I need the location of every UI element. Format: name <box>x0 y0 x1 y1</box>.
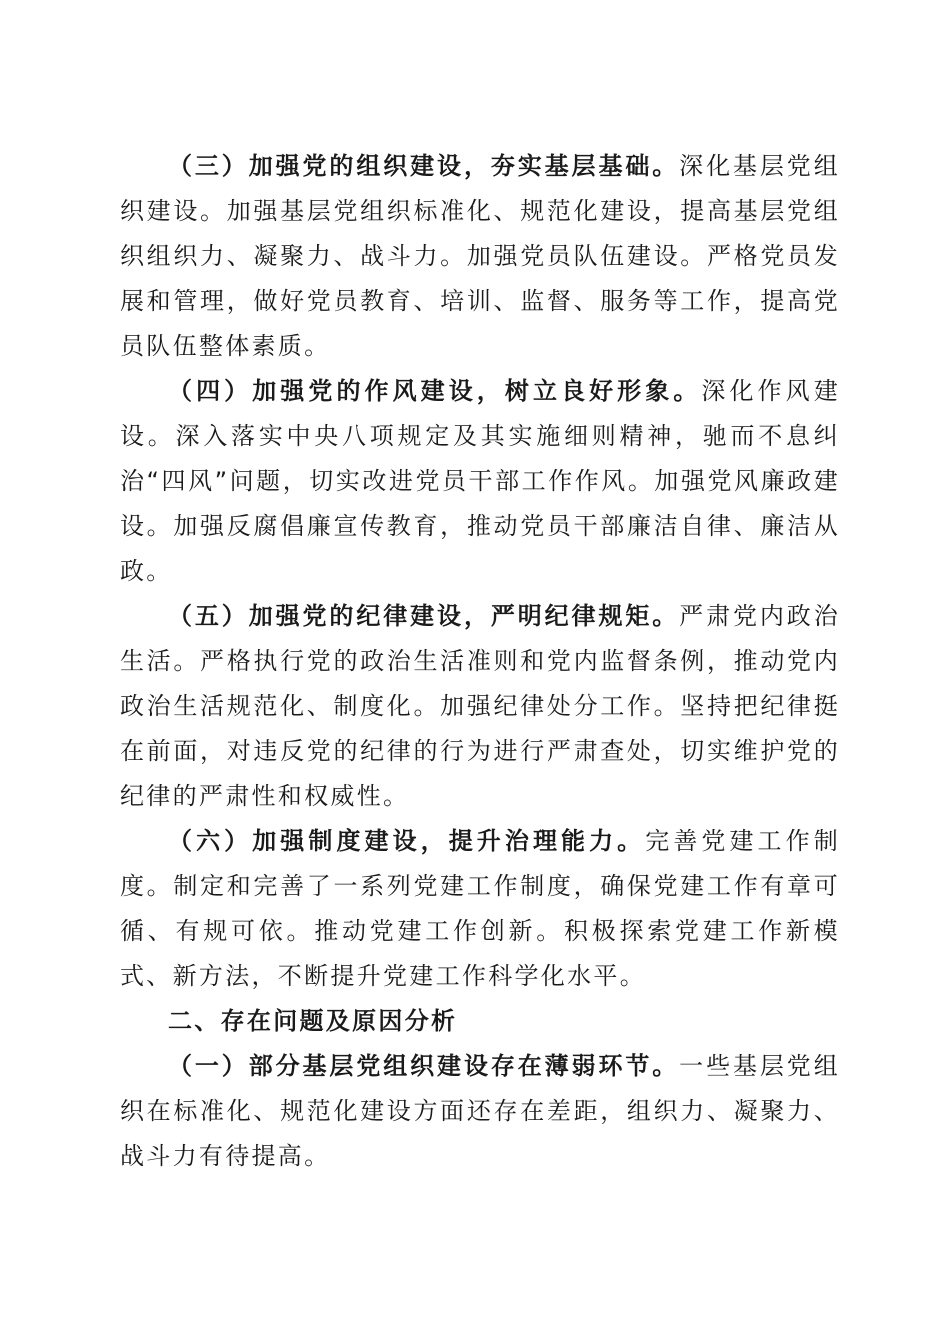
paragraph-heading: （一）部分基层党组织建设存在薄弱环节。 <box>168 1052 680 1080</box>
paragraph-discipline-building <box>120 594 840 819</box>
paragraph-body: 严肃党内政治生活。严格执行党的政治生活准则和党内监督条例，推动党内政治生活规范化、制度化。加强纪律处分工作。坚持把纪律挺在前面，对违反党的纪律的行为进行严肃查处，切实维护党的纪律的严肃性和权威性。 <box>120 602 840 810</box>
paragraph-body: 完善党建工作制度。制定和完善了一系列党建工作制度，确保党建工作有章可循、有规可依。推动党建工作创新。积极探索党建工作新模式、新方法，不断提升党建工作科学化水平。 <box>120 827 840 990</box>
paragraph-body: 一些基层党组织在标准化、规范化建设方面还存在差距，组织力、凝聚力、战斗力有待提高。 <box>120 1052 840 1170</box>
paragraph-style-building <box>120 369 840 594</box>
paragraph-organization-building <box>120 144 840 369</box>
paragraph-heading: （三）加强党的组织建设，夯实基层基础。 <box>168 152 680 180</box>
paragraph-body: 深化作风建设。深入落实中央八项规定及其实施细则精神，驰而不息纠治“四风”问题，切实改进党员干部工作作风。加强党风廉政建设。加强反腐倡廉宣传教育，推动党员干部廉洁自律、廉洁从政。 <box>120 377 841 585</box>
paragraph-system-building <box>120 819 840 999</box>
section-heading: 二、存在问题及原因分析 <box>168 1007 458 1035</box>
document-page <box>120 144 840 1179</box>
paragraph-heading: （五）加强党的纪律建设，严明纪律规矩。 <box>168 602 680 630</box>
paragraph-heading: （六）加强制度建设，提升治理能力。 <box>168 827 646 855</box>
paragraph-weak-links <box>120 1044 840 1179</box>
paragraph-body: 深化基层党组织建设。加强基层党组织标准化、规范化建设，提高基层党组织组织力、凝聚力、战斗力。加强党员队伍建设。严格党员发展和管理，做好党员教育、培训、监督、服务等工作，提高党员队伍整体素质。 <box>120 152 840 360</box>
paragraph-heading: （四）加强党的作风建设，树立良好形象。 <box>168 377 702 405</box>
